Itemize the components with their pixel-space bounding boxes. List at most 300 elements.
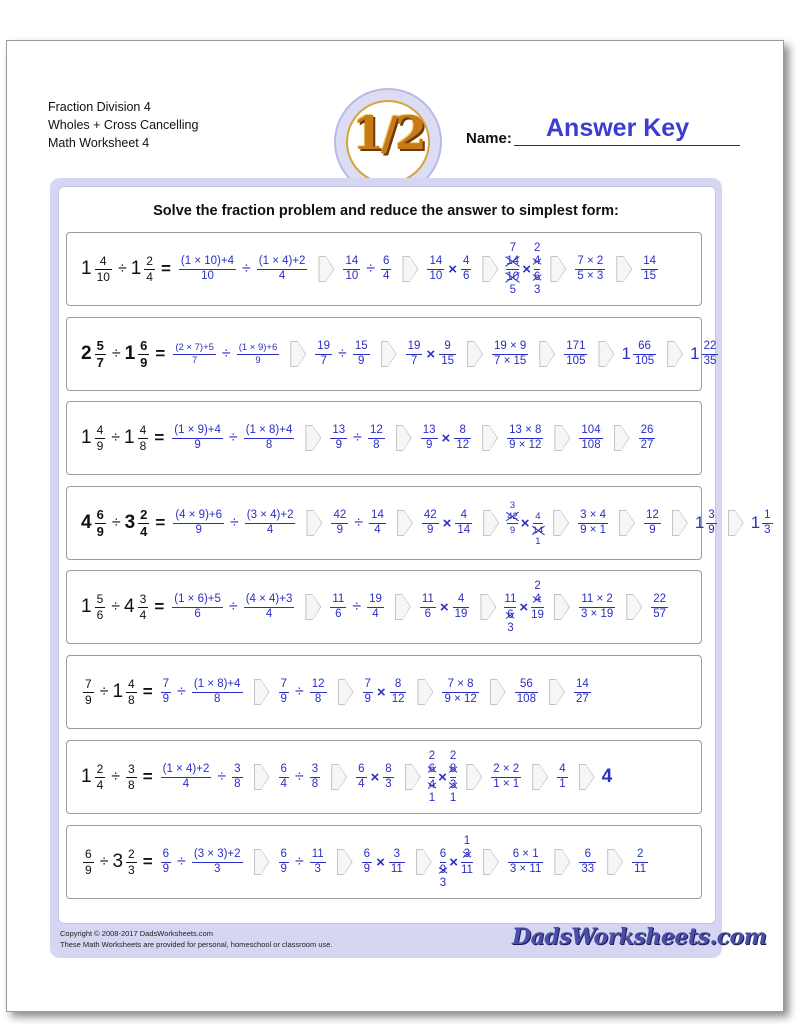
numerator: (1 × 4)+2 (258, 254, 306, 267)
step-arrow-icon (532, 764, 548, 790)
fraction (578, 509, 608, 538)
fraction (343, 255, 360, 284)
cross-cancel-fraction: 2 8 3 1 (449, 749, 457, 804)
denominator: 7 (96, 354, 104, 370)
denominator: 8 (139, 438, 147, 453)
numerator: 2 × 2 (493, 762, 520, 775)
operator: ÷ (294, 853, 304, 870)
step-arrow-icon (554, 849, 570, 875)
solution-steps (159, 678, 593, 707)
numerator: 6 (280, 762, 287, 775)
whole-number: 1 (621, 344, 631, 363)
numerator: 4 (99, 254, 107, 269)
fraction (257, 255, 308, 284)
numerator: 11 (332, 592, 345, 605)
denominator: 9 (363, 862, 371, 875)
solution-steps (177, 242, 660, 297)
numerator: 3 (708, 508, 715, 521)
denominator: 9 (353, 354, 370, 369)
fraction (381, 255, 391, 284)
operator: × (449, 853, 458, 871)
worksheet-number: Math Worksheet 4 (48, 136, 150, 150)
numerator: 6 (358, 762, 365, 775)
step-arrow-icon (395, 594, 411, 620)
numerator: 6 × 1 (512, 847, 539, 860)
numerator: 15 (354, 339, 368, 352)
denominator: 9 (280, 862, 287, 875)
numerator: 14 (345, 254, 359, 267)
step-arrow-icon (306, 510, 322, 536)
fraction (138, 423, 149, 453)
numerator: (4 × 4)+3 (245, 592, 293, 605)
denominator: 4 (358, 777, 365, 790)
numerator: 4 (559, 762, 566, 775)
denominator: 6 (96, 607, 104, 622)
denominator: 9 (162, 692, 170, 705)
fraction (454, 424, 471, 453)
numerator: 19 (317, 339, 331, 352)
step-arrow-icon (626, 594, 642, 620)
numerator: 42 (423, 508, 437, 521)
numerator: 13 × 8 (509, 423, 542, 436)
operator: ÷ (242, 260, 251, 277)
denominator: 11 (634, 862, 647, 875)
operator: = (160, 259, 171, 278)
numerator: 3 (128, 762, 135, 777)
denominator: 9 (422, 523, 439, 538)
denominator: 8 (311, 777, 319, 790)
numerator: (4 × 9)+6 (175, 508, 223, 521)
step-arrow-icon (480, 594, 496, 620)
operator: ÷ (354, 514, 364, 531)
numerator: (1 × 9)+6 (238, 342, 278, 354)
numerator: 7 (364, 677, 371, 690)
fraction (244, 593, 295, 622)
whole-number: 1 (81, 766, 92, 787)
step-arrow-icon (728, 510, 744, 536)
step-arrow-icon (616, 256, 632, 282)
numerator: 6 (96, 506, 104, 522)
numerator: 13 (332, 423, 346, 436)
fraction (422, 509, 439, 538)
operator: ÷ (228, 598, 238, 615)
fraction (491, 763, 521, 792)
numerator: 6 (363, 847, 371, 860)
cross-cancel-fraction: 7 14 10 5 (506, 241, 520, 296)
fraction (651, 593, 668, 622)
whole-number: 1 (81, 427, 92, 448)
denominator: 4 (245, 523, 296, 538)
denominator: 15 (441, 354, 454, 367)
denominator: 9 (173, 523, 224, 538)
operator: ÷ (111, 345, 121, 362)
denominator: 4 (244, 607, 295, 622)
numerator: 22 (653, 592, 667, 605)
operator: = (142, 682, 153, 701)
cross-cancel-fraction: 1 3 11 (460, 834, 473, 876)
fraction (644, 509, 661, 538)
numerator: 6 (140, 337, 148, 353)
operator: = (142, 852, 153, 871)
denominator: 9 (708, 523, 715, 536)
fraction (706, 509, 716, 538)
numerator: 3 (234, 762, 241, 775)
operator: × (370, 768, 380, 786)
denominator: 4 (280, 777, 287, 790)
operator: ÷ (353, 429, 362, 446)
fraction (192, 848, 243, 877)
step-arrow-icon (254, 849, 270, 875)
footer-copyright (60, 928, 333, 950)
operator: ÷ (111, 768, 121, 785)
step-arrow-icon (619, 510, 635, 536)
step-arrow-icon (331, 764, 347, 790)
fraction (639, 424, 656, 453)
step-arrow-icon (254, 764, 270, 790)
denominator: 6 (330, 607, 346, 622)
operator: × (376, 683, 386, 701)
fraction (245, 509, 296, 538)
usage-note: These Math Worksheets are provided for personal, homeschool or classroom use. (60, 940, 333, 949)
worksheet-title: Fraction Division 4 (48, 100, 151, 114)
operator: ÷ (294, 683, 304, 700)
fraction (232, 763, 242, 792)
fraction (95, 423, 106, 453)
denominator: 4 (96, 777, 104, 792)
denominator: 4 (161, 777, 212, 792)
step-arrow-icon (554, 594, 570, 620)
numerator: 12 (646, 508, 659, 521)
fraction (367, 593, 384, 622)
whole-number: 1 (130, 258, 142, 279)
numerator: 2 (128, 847, 135, 862)
denominator: 14 (457, 523, 471, 536)
worksheet-header (48, 98, 198, 152)
denominator: 10 (179, 269, 236, 284)
fraction (383, 763, 393, 792)
fraction (310, 678, 327, 707)
step-arrow-icon (318, 256, 334, 282)
operator: × (442, 514, 452, 532)
numerator: 6 (584, 847, 591, 860)
denominator: 4 (383, 269, 390, 282)
cross-cancel-fraction: 2 4 19 (531, 579, 544, 621)
numerator: (1 × 10)+4 (180, 254, 234, 267)
fraction (453, 593, 470, 622)
whole-number: 1 (112, 681, 124, 702)
numerator: 14 (575, 677, 589, 690)
denominator: 4 (140, 523, 148, 539)
dadsworksheets-logo[interactable]: DadsWorksheets.com (512, 924, 767, 950)
numerator: 3 (139, 592, 147, 607)
denominator: 6 (420, 607, 436, 622)
denominator: 9 (330, 438, 347, 453)
fraction (442, 678, 478, 707)
fraction (363, 678, 373, 707)
name-label: Name: (466, 130, 512, 147)
numerator: 12 (311, 677, 325, 690)
operator: × (520, 514, 530, 532)
numerator: 12 (369, 423, 383, 436)
step-arrow-icon (598, 341, 614, 367)
numerator: 19 × 9 (493, 339, 527, 352)
step-arrow-icon (482, 256, 498, 282)
fraction (315, 340, 332, 369)
denominator: 15 (643, 269, 657, 282)
step-arrow-icon (667, 341, 683, 367)
problem-row (66, 317, 717, 391)
cross-cancel-fraction: 3 42 9 (507, 499, 518, 536)
denominator: 7 (173, 354, 216, 366)
numerator: 14 (429, 254, 443, 267)
final-answer: 4 (601, 766, 613, 787)
denominator: 9 (162, 862, 170, 875)
fraction (762, 509, 772, 538)
fraction (575, 255, 605, 284)
fraction (138, 507, 149, 539)
operator: = (154, 428, 165, 447)
denominator: 6 (172, 607, 223, 622)
step-arrow-icon (467, 341, 483, 367)
denominator: 6 (463, 269, 470, 282)
numerator: (1 × 4)+2 (162, 762, 210, 775)
fraction (161, 763, 212, 792)
fraction (161, 678, 171, 707)
fraction (173, 342, 216, 366)
numerator: 7 × 8 (447, 677, 474, 690)
problem-row (66, 740, 702, 814)
operator: ÷ (352, 598, 362, 615)
numerator: 11 (311, 847, 324, 860)
denominator: 8 (310, 692, 327, 707)
fraction (126, 847, 137, 877)
step-arrow-icon (550, 256, 566, 282)
fraction (439, 340, 456, 369)
step-arrow-icon (416, 849, 432, 875)
operator: ÷ (294, 768, 304, 785)
denominator: 9 (644, 523, 661, 538)
copyright-text: Copyright © 2008-2017 DadsWorksheets.com (60, 929, 213, 938)
problem-question (81, 592, 150, 622)
fraction (421, 424, 438, 453)
step-arrow-icon (607, 849, 623, 875)
denominator: 3 (310, 862, 326, 877)
step-arrow-icon (405, 764, 421, 790)
instructions: Solve the fraction problem and reduce the answer to simplest form: (153, 203, 619, 219)
numerator: 1 (764, 508, 771, 521)
fraction (138, 592, 149, 622)
numerator: 13 (422, 423, 436, 436)
fraction (95, 254, 112, 284)
denominator: 12 (456, 438, 470, 451)
operator: ÷ (230, 514, 239, 531)
step-arrow-icon (553, 510, 569, 536)
whole-number: 1 (81, 596, 92, 617)
denominator: 9 (96, 438, 104, 453)
denominator: 4 (367, 607, 384, 622)
step-arrow-icon (614, 425, 630, 451)
fraction (632, 848, 648, 877)
numerator: 8 (385, 762, 392, 775)
denominator: 3 (764, 523, 771, 536)
denominator: 57 (653, 607, 667, 620)
fraction (557, 763, 567, 792)
denominator: 105 (566, 354, 586, 367)
problem-row (66, 232, 702, 306)
fraction (138, 338, 149, 370)
operator: ÷ (228, 429, 238, 446)
numerator: (3 × 3)+2 (193, 847, 241, 860)
denominator: 8 (234, 777, 241, 790)
problem-row (66, 486, 771, 560)
cross-cancel-fraction: 6 9 3 (439, 847, 447, 889)
whole-number: 3 (124, 512, 136, 533)
cross-cancel-fraction: 2 4 6 3 (533, 241, 541, 296)
operator: ÷ (366, 260, 376, 277)
numerator: 4 (457, 592, 465, 605)
problem-question (81, 847, 139, 877)
numerator: 2 (96, 762, 104, 777)
fraction (515, 678, 538, 707)
whole-number: 1 (694, 513, 705, 532)
step-arrow-icon (305, 594, 321, 620)
denominator: 9 (85, 692, 92, 707)
fraction (368, 424, 385, 453)
solution-steps (171, 340, 720, 369)
numerator: (2 × 7)+5 (175, 342, 214, 354)
numerator: 11 × 2 (581, 592, 613, 605)
step-arrow-icon (483, 510, 499, 536)
fraction (356, 763, 366, 792)
fraction (126, 677, 137, 707)
solution-steps (159, 835, 650, 890)
numerator: 5 (96, 337, 104, 353)
fraction (279, 678, 289, 707)
operator: × (448, 260, 457, 278)
denominator: 9 (85, 862, 92, 877)
fraction (172, 424, 223, 453)
denominator: 1 (559, 777, 566, 790)
denominator: 8 (128, 777, 135, 792)
whole-number: 4 (81, 512, 92, 533)
numerator: 3 (393, 847, 401, 860)
denominator: 7 (406, 354, 423, 369)
numerator: 4 (463, 254, 470, 267)
numerator: 7 (85, 677, 92, 692)
fraction (95, 507, 106, 539)
fraction (83, 847, 94, 877)
denominator: 105 (634, 354, 655, 367)
fraction (310, 763, 320, 792)
problem-question (81, 338, 151, 370)
cross-cancel-fraction: 11 6 3 (504, 592, 517, 634)
numerator: 7 × 2 (577, 254, 604, 267)
denominator: 9 (172, 438, 223, 453)
numerator: 11 (421, 592, 434, 605)
fraction (369, 509, 386, 538)
operator: × (439, 598, 449, 616)
step-arrow-icon (397, 510, 413, 536)
problem-question (81, 507, 151, 539)
numerator: 7 (280, 677, 287, 690)
whole-number: 1 (750, 513, 761, 532)
problem-question (81, 677, 139, 707)
denominator: 7 (315, 354, 332, 369)
numerator: (1 × 8)+4 (245, 423, 293, 436)
numerator: (1 × 9)+4 (174, 423, 221, 436)
fraction (330, 424, 347, 453)
fraction (173, 509, 224, 538)
denominator: 10 (345, 269, 359, 282)
fraction (192, 678, 243, 707)
numerator: 9 (444, 339, 451, 352)
step-arrow-icon (482, 425, 498, 451)
fraction (126, 762, 137, 792)
problem-row (66, 570, 702, 644)
fraction (310, 848, 326, 877)
denominator: 10 (429, 269, 443, 282)
step-arrow-icon (305, 425, 321, 451)
numerator: 2 (636, 847, 644, 860)
fraction (179, 255, 236, 284)
denominator: 3 × 11 (509, 862, 542, 875)
numerator: 104 (581, 423, 601, 436)
step-arrow-icon (381, 341, 397, 367)
numerator: 26 (640, 423, 654, 436)
denominator: 9 × 12 (509, 438, 542, 451)
cross-cancel-fraction: 2 6 4 1 (428, 749, 436, 804)
denominator: 4 (257, 269, 308, 284)
operator: ÷ (217, 768, 227, 785)
operator: × (441, 429, 451, 447)
fraction (574, 678, 591, 707)
fraction (83, 677, 94, 707)
fraction (244, 424, 295, 453)
denominator: 11 (390, 862, 403, 875)
numerator: 5 (96, 592, 104, 607)
operator: ÷ (111, 514, 121, 531)
numerator: 6 (383, 254, 390, 267)
denominator: 12 (391, 692, 405, 705)
half-logo-badge (346, 100, 430, 184)
fraction (161, 848, 171, 877)
operator: × (522, 260, 531, 278)
denominator: 9 (331, 523, 348, 538)
numerator: 4 (139, 423, 147, 438)
denominator: 8 (192, 692, 243, 707)
problem-row (66, 401, 702, 475)
denominator: 27 (575, 692, 589, 705)
denominator: 4 (139, 607, 147, 622)
fraction (144, 254, 155, 284)
numerator: 19 (369, 592, 382, 605)
operator: × (519, 598, 529, 616)
numerator: 42 (333, 508, 347, 521)
fraction (492, 340, 528, 369)
operator: = (155, 513, 166, 532)
step-arrow-icon (337, 849, 353, 875)
fraction (702, 340, 719, 369)
step-arrow-icon (579, 764, 595, 790)
fraction (237, 342, 280, 366)
whole-number: 4 (124, 596, 135, 617)
numerator: 66 (638, 339, 651, 352)
denominator: 108 (581, 438, 601, 451)
whole-number: 1 (124, 427, 135, 448)
solution-steps (170, 580, 670, 635)
fraction (331, 509, 348, 538)
numerator: (3 × 4)+2 (246, 508, 294, 521)
